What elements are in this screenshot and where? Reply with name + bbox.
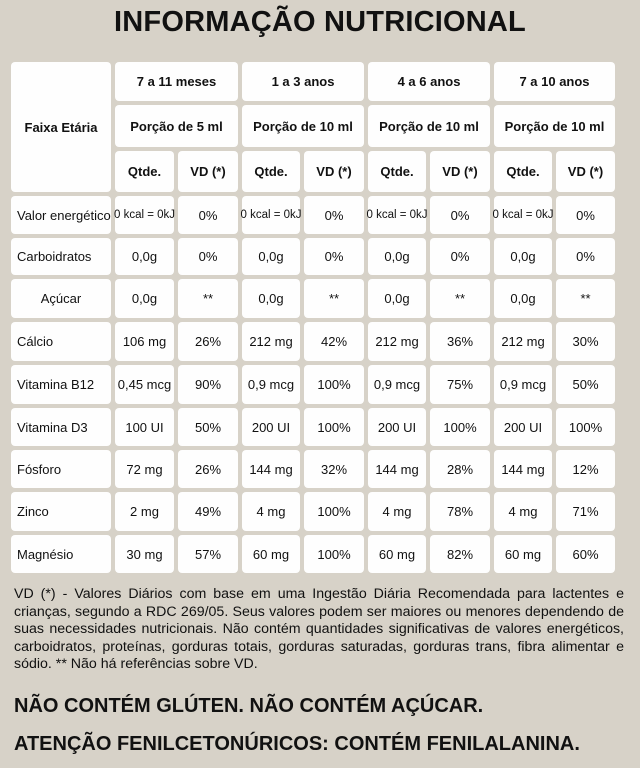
nutrient-vd: 0% [430,196,490,234]
nutrient-quantity: 0,0g [368,279,426,318]
nutrient-vd: 36% [430,322,490,361]
nutrient-vd: 0% [178,196,238,234]
nutrition-table [11,62,619,570]
age-group-header: 4 a 6 anos [368,62,490,101]
vd-column-header: VD (*) [430,151,490,192]
nutrient-vd: 28% [430,450,490,488]
nutrient-quantity: 212 mg [494,322,552,361]
nutrient-quantity: 200 UI [494,408,552,446]
nutrient-vd: ** [556,279,615,318]
nutrient-vd: 100% [304,408,364,446]
nutrient-vd: 82% [430,535,490,573]
nutrient-quantity: 0,9 mcg [494,365,552,404]
nutrient-vd: ** [304,279,364,318]
nutrient-quantity: 0,0g [494,279,552,318]
nutrient-vd: 0% [178,238,238,275]
nutrient-vd: 0% [556,238,615,275]
nutrient-name: Zinco [11,492,111,531]
nutrient-vd: 12% [556,450,615,488]
nutrient-vd: 100% [304,492,364,531]
nutrient-quantity: 200 UI [368,408,426,446]
nutrient-quantity: 0,0g [242,238,300,275]
nutrient-vd: 0% [556,196,615,234]
nutrient-vd: 42% [304,322,364,361]
nutrient-name: Carboidratos [11,238,111,275]
nutrient-vd: 90% [178,365,238,404]
nutrient-quantity: 60 mg [368,535,426,573]
vd-footnote: VD (*) - Valores Diários com base em uma Ingestão Diária Recomendada para lactentes e crianças, segundo a RDC 269/05. Seus valores podem ser maiores ou menores dependendo de suas necessidades nutricionais. Não contém quantidades significativas de valores energéticos, carboidratos, proteínas, gorduras totais, gorduras saturadas, gorduras trans, fibra alimentar e sódio. ** Não há referências sobre VD. [14,586,624,673]
nutrient-quantity: 60 mg [494,535,552,573]
portion-header: Porção de 5 ml [115,105,238,147]
nutrient-quantity: 30 mg [115,535,174,573]
nutrient-quantity: 144 mg [494,450,552,488]
nutrient-vd: 50% [556,365,615,404]
age-group-header: 7 a 10 anos [494,62,615,101]
nutrient-quantity: 0,0g [115,238,174,275]
nutrient-vd: 50% [178,408,238,446]
nutrient-quantity: 4 mg [242,492,300,531]
nutrient-quantity: 0 kcal = 0kJ [368,196,426,234]
portion-header: Porção de 10 ml [368,105,490,147]
nutrient-name: Vitamina B12 [11,365,111,404]
age-group-header: 1 a 3 anos [242,62,364,101]
nutrient-vd: ** [430,279,490,318]
nutrient-quantity: 60 mg [242,535,300,573]
vd-column-header: VD (*) [304,151,364,192]
nutrient-quantity: 212 mg [242,322,300,361]
nutrient-quantity: 0 kcal = 0kJ [242,196,300,234]
nutrient-quantity: 106 mg [115,322,174,361]
vd-column-header: VD (*) [178,151,238,192]
nutrient-name: Magnésio [11,535,111,573]
nutrient-name: Cálcio [11,322,111,361]
nutrient-quantity: 0,0g [115,279,174,318]
nutrient-vd: 75% [430,365,490,404]
nutrient-vd: 26% [178,450,238,488]
qty-column-header: Qtde. [115,151,174,192]
nutrient-vd: 0% [304,196,364,234]
qty-column-header: Qtde. [368,151,426,192]
nutrient-vd: 71% [556,492,615,531]
nutrient-quantity: 200 UI [242,408,300,446]
phenylketonuria-warning: ATENÇÃO FENILCETONÚRICOS: CONTÉM FENILALANINA. [14,733,580,755]
nutrient-vd: 100% [304,365,364,404]
nutrient-quantity: 0 kcal = 0kJ [494,196,552,234]
nutrient-vd: 78% [430,492,490,531]
nutrient-vd: ** [178,279,238,318]
portion-header: Porção de 10 ml [242,105,364,147]
nutrient-vd: 30% [556,322,615,361]
nutrient-quantity: 0,0g [242,279,300,318]
nutrient-quantity: 100 UI [115,408,174,446]
nutrient-quantity: 4 mg [494,492,552,531]
nutrient-quantity: 0 kcal = 0kJ [115,196,174,234]
nutrient-vd: 0% [430,238,490,275]
qty-column-header: Qtde. [242,151,300,192]
gluten-sugar-warning: NÃO CONTÉM GLÚTEN. NÃO CONTÉM AÇÚCAR. [14,695,484,717]
age-range-label: Faixa Etária [11,62,111,192]
nutrient-vd: 100% [430,408,490,446]
nutrient-vd: 100% [304,535,364,573]
qty-column-header: Qtde. [494,151,552,192]
nutrient-vd: 49% [178,492,238,531]
nutrient-vd: 60% [556,535,615,573]
nutrient-vd: 100% [556,408,615,446]
nutrient-quantity: 72 mg [115,450,174,488]
nutrient-quantity: 4 mg [368,492,426,531]
nutrient-name: Fósforo [11,450,111,488]
nutrient-quantity: 2 mg [115,492,174,531]
nutrient-vd: 57% [178,535,238,573]
nutrient-name: Vitamina D3 [11,408,111,446]
nutrient-quantity: 144 mg [368,450,426,488]
vd-column-header: VD (*) [556,151,615,192]
nutrient-name: Valor energético [11,196,111,234]
nutrient-quantity: 212 mg [368,322,426,361]
nutrient-quantity: 144 mg [242,450,300,488]
age-group-header: 7 a 11 meses [115,62,238,101]
nutrient-vd: 0% [304,238,364,275]
panel-title: INFORMAÇÃO NUTRICIONAL [114,6,526,38]
nutrient-vd: 26% [178,322,238,361]
nutrient-name: Açúcar [11,279,111,318]
portion-header: Porção de 10 ml [494,105,615,147]
nutrient-quantity: 0,0g [368,238,426,275]
nutrient-quantity: 0,9 mcg [242,365,300,404]
nutrient-quantity: 0,0g [494,238,552,275]
nutrient-quantity: 0,45 mcg [115,365,174,404]
nutrient-quantity: 0,9 mcg [368,365,426,404]
nutrient-vd: 32% [304,450,364,488]
